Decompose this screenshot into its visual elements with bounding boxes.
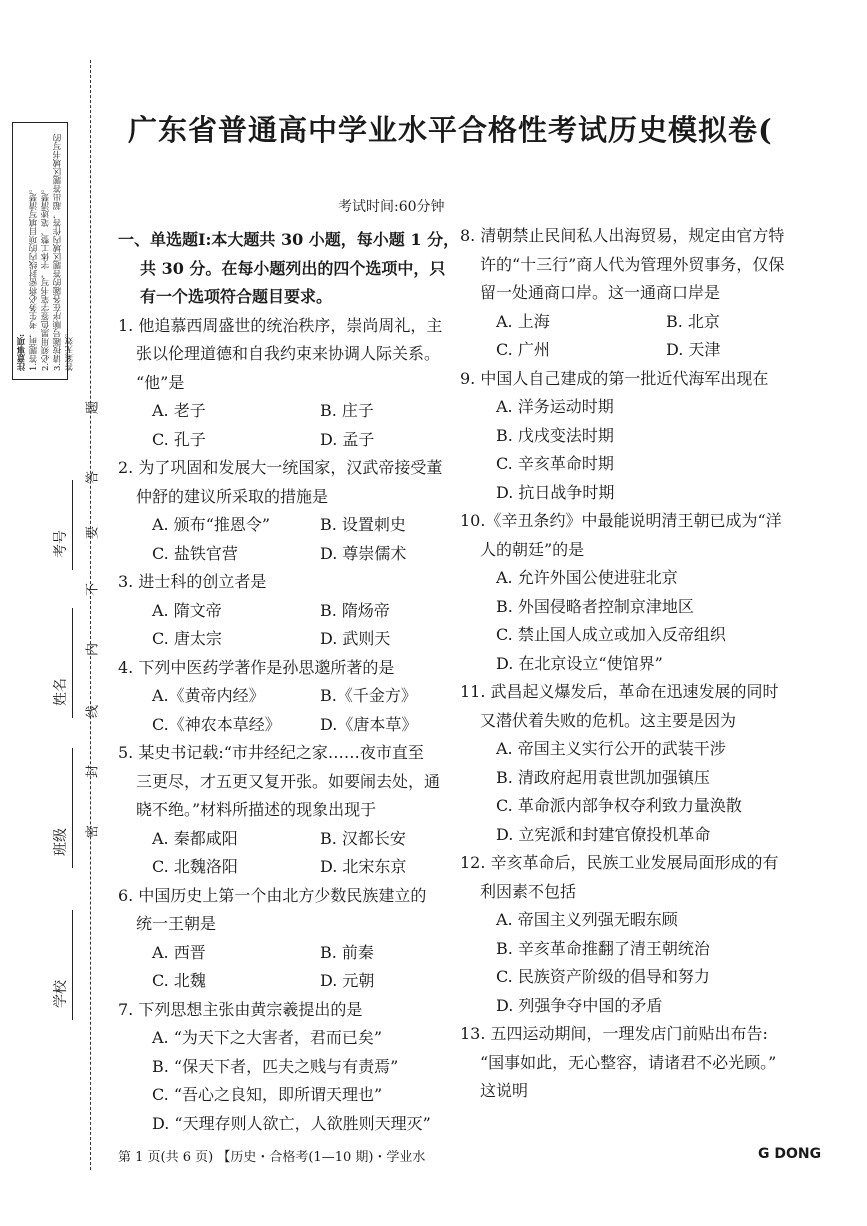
option-b: B. 汉都长安	[320, 828, 406, 848]
exam-time: 考试时间:60分钟	[338, 199, 445, 215]
seal-chars	[80, 390, 102, 970]
option-line: B. 外国侵略者控制京津地区	[496, 596, 694, 616]
notice-item: 2.必须用黑色签字笔书写，字体工整、笔迹清楚。	[41, 184, 51, 371]
seal-char: 密	[85, 825, 101, 839]
question-stem: 11. 武昌起义爆发后，革命在迅速发展的同时	[460, 682, 779, 701]
option-line: D. “天理存则人欲亡，人欲胜则天理灭”	[152, 1113, 431, 1133]
field-line[interactable]	[72, 480, 73, 570]
option-row	[118, 853, 458, 882]
field-label: 考号	[53, 530, 69, 558]
option-line: C. 革命派内部争权夺利致力量涣散	[496, 796, 742, 815]
option-a: A. 颁布“推恩令”	[152, 515, 271, 534]
option-line: C. 禁止国人成立或加入反帝组织	[496, 625, 726, 644]
question-continuation: 许的“十三行”商人代为管理外贸事务，仅保	[480, 254, 785, 274]
field-line[interactable]	[72, 608, 73, 718]
question-continuation: 利因素不包括	[480, 881, 577, 901]
notice-heading: 注意事项:	[17, 333, 27, 371]
option-row	[118, 711, 458, 740]
option-line: B. 清政府起用袁世凯加强镇压	[496, 767, 710, 787]
question-stem: 9. 中国人自己建成的第一批近代海军出现在	[460, 368, 769, 388]
option-row	[118, 825, 458, 854]
field-label: 学校	[53, 980, 69, 1008]
question-continuation: “国事如此，无心整容，请诸君不必光顾。”	[480, 1052, 777, 1072]
option-b: B. 隋炀帝	[320, 600, 390, 620]
option-b: B.《千金方》	[320, 686, 417, 705]
option-b: D. 武则天	[320, 629, 391, 648]
question-stem: 1. 他追慕西周盛世的统治秩序，崇尚周礼，主	[118, 315, 443, 335]
question-continuation: 这说明	[480, 1081, 529, 1100]
option-line: B. 戊戌变法时期	[496, 425, 614, 445]
option-a: C.《神农本草经》	[152, 714, 281, 734]
option-a: A. 上海	[496, 311, 550, 331]
option-row	[118, 426, 458, 455]
field-line[interactable]	[72, 910, 73, 1020]
question-continuation: 三更尽，才五更又复开张。如要闹去处，通	[136, 771, 441, 791]
question-stem: 3. 进士科的创立者是	[118, 572, 267, 591]
option-line: A. 帝国主义实行公开的武装干涉	[496, 739, 726, 758]
field-line[interactable]	[72, 748, 73, 868]
question-continuation: 仲舒的建议所采取的措施是	[136, 486, 329, 506]
option-a: A. 西晋	[152, 942, 206, 962]
option-line: A. “为天下之大害者，君而已矣”	[152, 1028, 383, 1047]
option-line: B. “保天下者，匹夫之贱与有责焉”	[152, 1056, 399, 1076]
option-line: A. 帝国主义列强无暇东顾	[496, 910, 678, 929]
seal-char: 内	[85, 643, 101, 657]
question-stem: 6. 中国历史上第一个由北方少数民族建立的	[118, 885, 427, 905]
option-line: C. 辛亥革命时期	[496, 454, 614, 473]
field-label: 姓名	[53, 678, 69, 706]
question-continuation: 张以伦理道德和自我约束来协调人际关系。	[136, 344, 441, 363]
option-line: C. 民族资产阶级的倡导和努力	[496, 967, 710, 986]
option-a: C. 孔子	[152, 429, 206, 449]
section-heading: 一、单选题Ⅰ:本大题共 30 小题，每小题 1 分，	[118, 230, 460, 249]
question-stem: 13. 五四运动期间，一理发店门前贴出布告:	[460, 1024, 768, 1043]
option-row	[118, 540, 458, 569]
option-b: D. 孟子	[320, 429, 375, 449]
question-stem: 7. 下列思想主张由黄宗羲提出的是	[118, 999, 363, 1019]
seal-char: 答	[85, 471, 101, 485]
right-column	[460, 222, 820, 1106]
option-b: B. 庄子	[320, 401, 374, 420]
question-stem: 2. 为了巩固和发展大一统国家，汉武帝接受董	[118, 458, 443, 477]
option-b: D. 尊崇儒术	[320, 543, 407, 563]
option-row	[460, 308, 820, 337]
option-b: D. 元朝	[320, 971, 375, 990]
option-a: A. 老子	[152, 401, 206, 420]
section-heading: 共 30 分。在每小题列出的四个选项中，只	[140, 258, 446, 278]
question-stem: 5. 某史书记载:“市井经纪之家……夜市直至	[118, 743, 424, 762]
question-stem: 4. 下列中医药学著作是孙思邈所著的是	[118, 657, 395, 677]
option-row	[118, 597, 458, 626]
option-a: A. 隋文帝	[152, 600, 222, 620]
footer-brand: G DONG	[758, 1146, 822, 1162]
option-b: B. 设置刺史	[320, 515, 406, 534]
option-line: A. 允许外国公使进驻北京	[496, 568, 678, 587]
question-continuation: 留一处通商口岸。这一通商口岸是	[480, 283, 721, 302]
question-stem: 8. 清朝禁止民间私人出海贸易，规定由官方特	[460, 226, 785, 245]
option-row	[118, 625, 458, 654]
question-stem: 12. 辛亥革命后，民族工业发展局面形成的有	[460, 853, 779, 872]
section-heading: 有一个选项符合题目要求。	[140, 287, 333, 306]
seal-char: 不	[85, 583, 101, 597]
option-line: D. 在北京设立“使馆界”	[496, 653, 663, 673]
seal-char: 线	[85, 705, 101, 719]
seal-char: 要	[85, 526, 101, 540]
option-line: D. 立宪派和封建官僚投机革命	[496, 824, 711, 844]
option-row	[460, 336, 820, 365]
option-b: D. 北宋东京	[320, 857, 407, 876]
option-line: D. 抗日战争时期	[496, 482, 615, 502]
question-stem: 10.《辛丑条约》中最能说明清王朝已成为“洋	[460, 511, 782, 530]
option-a: A.《黄帝内经》	[152, 686, 265, 705]
question-continuation: 又潜伏着失败的危机。这主要是因为	[480, 710, 737, 730]
option-a: C. 北魏	[152, 971, 206, 990]
notice-text	[16, 131, 76, 371]
option-b: D.《唐本草》	[320, 714, 418, 734]
seal-char: 封	[85, 765, 101, 779]
notice-box	[12, 122, 75, 380]
question-continuation: “他”是	[136, 372, 185, 392]
option-line: D. 列强争夺中国的矛盾	[496, 995, 663, 1015]
option-row	[118, 397, 458, 426]
left-column	[118, 226, 458, 1138]
question-continuation: 统一王朝是	[136, 914, 217, 933]
seal-char: 题	[85, 401, 101, 415]
footer-page-info: 第 1 页(共 6 页) 【历史・合格考(1—10 期)・学业水	[118, 1150, 426, 1165]
option-row	[118, 682, 458, 711]
option-a: A. 秦都咸阳	[152, 828, 238, 848]
field-label: 班级	[53, 828, 69, 856]
question-continuation: 晓不绝。”材料所描述的现象出现于	[136, 800, 377, 819]
notice-item: 3.请按题号顺序在各题的答题区域内作答，超出答题区域书写的答案无效。	[53, 133, 75, 371]
page-title: 广东省普通高中学业水平合格性考试历史模拟卷(	[128, 113, 773, 147]
option-row	[118, 939, 458, 968]
notice-item: 1.答题前，考生务必将密封线内的项目填写清楚。	[29, 184, 39, 371]
option-a: C. 唐太宗	[152, 629, 222, 648]
option-a: C. 北魏洛阳	[152, 857, 238, 876]
question-continuation: 人的朝廷”的是	[480, 539, 585, 559]
option-row	[118, 967, 458, 996]
option-line: A. 洋务运动时期	[496, 397, 614, 416]
option-b: D. 天津	[666, 340, 721, 359]
option-a: C. 盐铁官营	[152, 543, 238, 563]
option-b: B. 北京	[666, 311, 720, 331]
option-a: C. 广州	[496, 340, 550, 359]
option-b: B. 前秦	[320, 942, 374, 962]
option-line: C. “吾心之良知，即所谓天理也”	[152, 1085, 383, 1104]
option-line: B. 辛亥革命推翻了清王朝统治	[496, 938, 710, 958]
option-row	[118, 511, 458, 540]
